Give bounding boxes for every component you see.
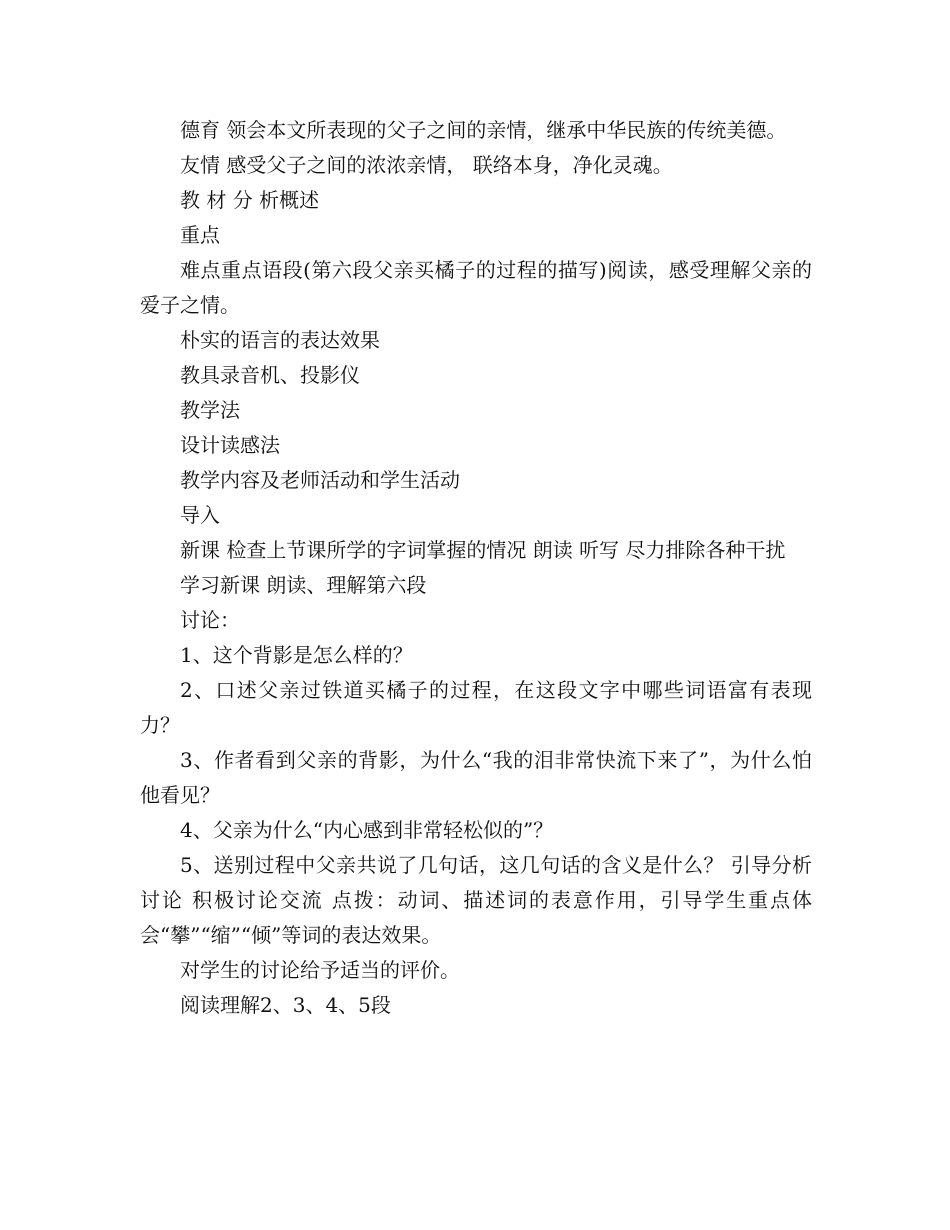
paragraph-evaluation: 对学生的讨论给予适当的评价。 <box>180 958 460 982</box>
paragraph-question-5: 5、送别过程中父亲共说了几句话，这几句话的含义是什么？ 引导分析讨论 积极讨论交流 点拨：动词、描述词的表意作用，引导学生重点体会“攀”“缩”“倾”等词的表达效果。 <box>140 853 812 947</box>
paragraph-teaching-aids: 教具录音机、投影仪 <box>180 363 360 387</box>
paragraph-introduction: 导入 <box>180 503 220 527</box>
paragraph-question-3: 3、作者看到父亲的背影，为什么“我的泪非常快流下来了”，为什么怕他看见？ <box>140 748 812 807</box>
paragraph-moral-education: 德育 领会本文所表现的父子之间的亲情，继承中华民族的传统美德。 <box>180 118 787 142</box>
paragraph-teaching-method: 教学法 <box>180 398 240 422</box>
paragraph-new-lesson: 新课 检查上节课所学的字词掌握的情况 朗读 听写 尽力排除各种干扰 <box>180 538 786 562</box>
paragraph-textbook-analysis: 教 材 分 析概述 <box>180 188 320 212</box>
paragraph-difficulty: 难点重点语段(第六段父亲买橘子的过程的描写)阅读，感受理解父亲的爱子之情。 <box>140 258 812 317</box>
paragraph-question-1: 1、这个背影是怎么样的？ <box>180 643 413 667</box>
document-body <box>140 113 812 1023</box>
paragraph-affection: 友情 感受父子之间的浓浓亲情， 联络本身，净化灵魂。 <box>180 153 673 177</box>
paragraph-learn-new-lesson: 学习新课 朗读、理解第六段 <box>180 573 427 597</box>
paragraph-question-4: 4、父亲为什么“内心感到非常轻松似的”？ <box>180 818 554 842</box>
paragraph-discussion: 讨论： <box>180 608 240 632</box>
paragraph-reading: 阅读理解2、3、4、5段 <box>180 993 391 1017</box>
paragraph-teaching-content: 教学内容及老师活动和学生活动 <box>180 468 460 492</box>
paragraph-design: 设计读感法 <box>180 433 280 457</box>
paragraph-language-effect: 朴实的语言的表达效果 <box>180 328 380 352</box>
paragraph-key-point: 重点 <box>180 223 220 247</box>
paragraph-question-2: 2、口述父亲过铁道买橘子的过程，在这段文字中哪些词语富有表现力？ <box>140 678 812 737</box>
